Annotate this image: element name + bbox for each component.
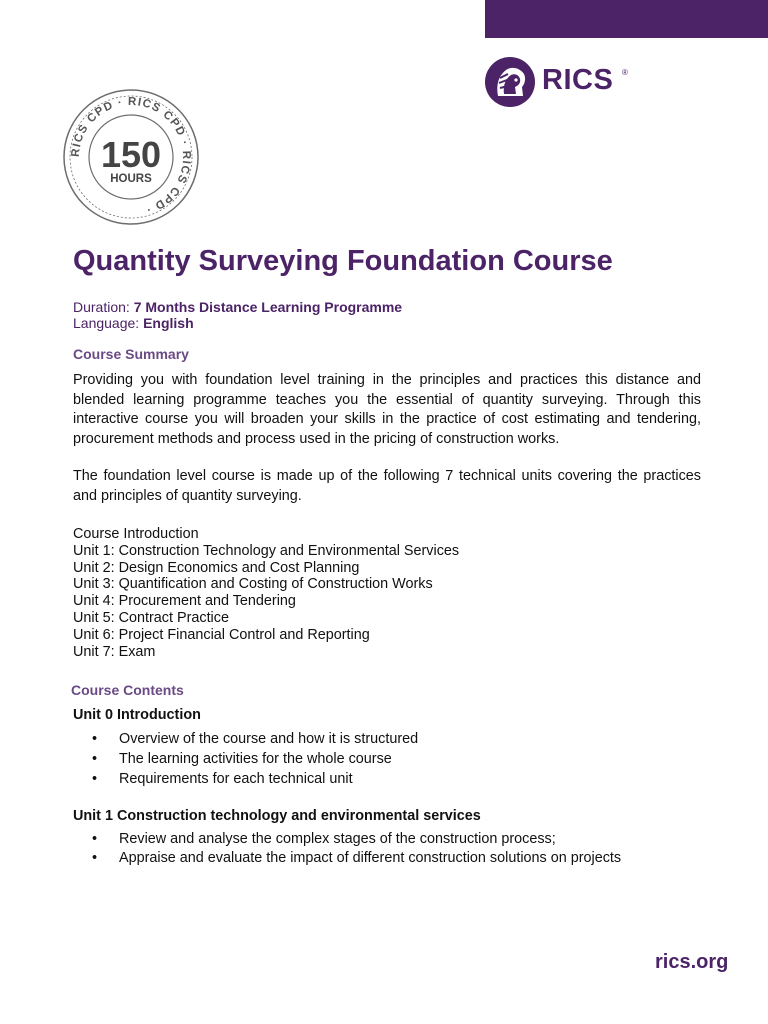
unit-list-item: Unit 7: Exam <box>73 643 156 660</box>
unit-list-item: Unit 2: Design Economics and Cost Planning <box>73 559 360 576</box>
bullet-item: • The learning activities for the whole course <box>92 749 418 769</box>
bullet-item: • Requirements for each technical unit <box>92 769 418 789</box>
unit1-heading: Unit 1 Construction technology and environmental services <box>73 808 481 824</box>
header-color-bar <box>485 0 768 38</box>
unit-list-item: Unit 3: Quantification and Costing of Construction Works <box>73 576 433 593</box>
language-line <box>73 315 402 331</box>
unit-list-item: Unit 1: Construction Technology and Environmental Services <box>73 542 460 559</box>
unit0-bullet-list <box>92 729 418 790</box>
seal-unit: HOURS <box>110 173 152 185</box>
summary-paragraph-2: The foundation level course is made up of the following 7 technical units covering the practices and principles of quantity surveying. <box>73 468 701 504</box>
page-title: Quantity Surveying Foundation Course <box>73 245 613 277</box>
language-label: Language: <box>73 315 140 331</box>
registered-mark: ® <box>622 68 628 77</box>
course-meta <box>73 299 402 331</box>
lion-icon <box>484 56 536 108</box>
bullet-item: • Appraise and evaluate the impact of different construction solutions on projects <box>92 849 621 868</box>
unit-list-item: Course Introduction <box>73 526 199 542</box>
unit0-heading: Unit 0 Introduction <box>73 707 201 723</box>
unit-list-item: Unit 5: Contract Practice <box>73 609 229 626</box>
unit-list-item: Unit 4: Procurement and Tendering <box>73 593 296 610</box>
brand-name: RICS <box>542 64 614 96</box>
duration-line <box>73 299 402 315</box>
duration-label: Duration: <box>73 299 130 315</box>
summary-paragraph-1: Providing you with foundation level training in the principles and practices this distance and blended learning programme teaches you the essential of quantity surveying. Through this interactive course you will broaden your skills in the practice of cost estimating and tendering, procurement methods and process used in the pricing of construction works. <box>73 372 701 447</box>
duration-value: 7 Months Distance Learning Programme <box>133 299 403 315</box>
rics-logo <box>484 56 634 108</box>
language-value: English <box>143 315 194 331</box>
seal-ring-text: RICS CPD · RICS CPD · RICS CPD · <box>69 95 193 216</box>
course-summary-heading: Course Summary <box>73 346 189 362</box>
unit1-bullet-list <box>92 830 621 867</box>
bullet-item: • Review and analyse the complex stages of the construction process; <box>92 830 621 849</box>
footer-rics-link[interactable]: rics.org <box>655 951 729 973</box>
bullet-item: • Overview of the course and how it is structured <box>92 729 418 749</box>
seal-number: 150 <box>100 134 162 175</box>
course-contents-heading: Course Contents <box>71 682 184 698</box>
unit-list-item: Unit 6: Project Financial Control and Reporting <box>73 626 370 643</box>
unit-list <box>73 526 459 660</box>
cpd-hours-seal <box>62 88 200 226</box>
